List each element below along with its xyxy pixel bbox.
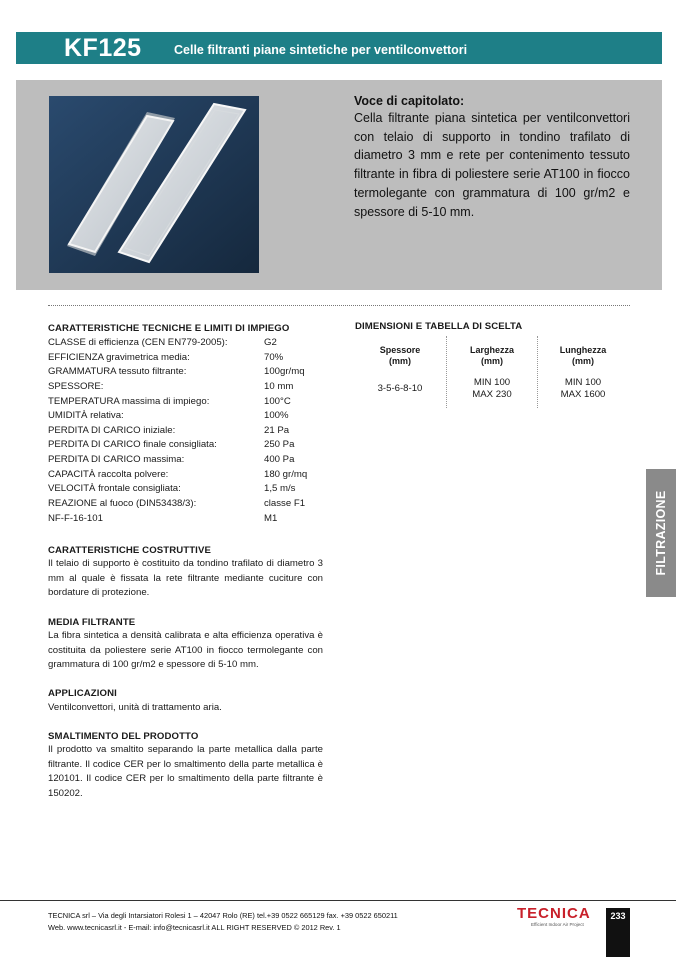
footer-contacts: Web. www.tecnicasrl.it - E-mail: info@tecnicasrl.it ALL RIGHT RESERVED © 2012 Rev. 1 [48,923,341,932]
table-column [446,336,537,408]
table-cell [538,377,628,401]
spec-label: REAZIONE al fuoco (DIN53438/3): [48,498,197,510]
spec-row [48,352,328,367]
column-header [447,345,537,367]
spec-row [48,454,328,469]
spec-value: 1,5 m/s [264,483,296,495]
media-heading: MEDIA FILTRANTE [48,617,136,628]
spec-label: UMIDITÀ relativa: [48,410,124,422]
spec-value: 250 Pa [264,439,295,451]
product-photo [49,96,259,273]
spec-value: 100°C [264,395,291,407]
table-column [537,336,628,408]
spec-value: 21 Pa [264,424,290,436]
logo-wordmark: TECNICA [517,905,591,922]
page-number-box [606,908,630,957]
column-unit: (mm) [572,356,594,366]
cell-line: 3-5-6-8-10 [377,383,423,394]
spec-clause-title: Voce di capitolato: [354,94,465,108]
footer-address: TECNICA srl – Via degli Intarsiatori Rolesi 1 – 42047 Rolo (RE) tel.+39 0522 665129 fax. +39 0522 650211 [48,911,398,920]
spec-row [48,513,328,528]
construction-text: Il telaio di supporto è costituito da tondino trafilato di diametro 3 mm al quale è fissata la rete filtrante mediante cuciture con bordature di protezione. [48,558,323,599]
spec-label: PERDITA DI CARICO massima: [48,454,185,466]
header-bar [16,32,662,64]
spec-row [48,396,328,411]
spec-clause-text: Cella filtrante piana sintetica per ventilconvettori con telaio di supporto in tondino trafilato di diametro 3 mm e rete per contenimento tessuto filtrante in fibra di poliestere serie AT100 in fiocco termolegante con grammatura di 100 gr/m2 e spessore di 5-10 mm. [354,111,630,219]
table-cell [355,383,445,395]
spec-row [48,469,328,484]
spec-value: G2 [264,337,277,348]
spec-value: 100gr/mq [264,366,305,378]
applications-heading: APPLICAZIONI [48,688,117,699]
disposal-heading: SMALTIMENTO DEL PRODOTTO [48,731,199,742]
spec-label: SPESSORE: [48,380,104,392]
spec-row [48,425,328,440]
cell-line: MIN 100 [564,377,602,388]
spec-value: 70% [264,351,284,363]
spec-label: NF-F-16-101 [48,512,103,524]
column-header [355,345,445,367]
spec-row [48,439,328,454]
column-name: Larghezza [469,345,514,355]
filter-cells-illustration [49,96,259,273]
disposal-text: Il prodotto va smaltito separando la parte metallica dalla parte filtrante. Il codice CER per lo smaltimento della parte metallica è 120101. Il codice CER per lo smaltimento della parte filtrante è 150202. [48,744,323,799]
footer-divider [0,900,676,901]
cell-line: MAX 230 [472,389,512,400]
spec-row [48,337,328,352]
specs-heading: CARATTERISTICHE TECNICHE E LIMITI DI IMPIEGO [48,323,290,334]
spec-value: 400 Pa [264,454,295,466]
column-header [538,345,628,367]
category-side-tab [646,469,676,597]
spec-value: classe F1 [264,498,306,510]
column-name: Lunghezza [559,345,607,355]
spec-label: GRAMMATURA tessuto filtrante: [48,366,187,378]
spec-label: TEMPERATURA massima di impiego: [48,395,210,407]
product-title: Celle filtranti piane sintetiche per ventilconvettori [174,43,468,57]
column-unit: (mm) [389,356,411,366]
spec-row [48,366,328,381]
spec-value: 180 gr/mq [264,468,308,480]
category-label: FILTRAZIONE [654,490,668,576]
spec-label: PERDITA DI CARICO finale consigliata: [48,439,217,451]
specs-list [48,337,328,527]
spec-value: 10 mm [264,380,294,392]
cell-line: MIN 100 [473,377,511,388]
page-number: 233 [610,911,626,921]
applications-text: Ventilconvettori, unità di trattamento aria. [48,702,222,713]
product-banner [16,80,662,290]
spec-row [48,483,328,498]
spec-value: 100% [264,410,289,422]
dimensions-heading: DIMENSIONI E TABELLA DI SCELTA [355,321,523,332]
spec-value: M1 [264,512,278,524]
spec-label: PERDITA DI CARICO iniziale: [48,424,176,436]
spec-label: CAPACITÀ raccolta polvere: [48,468,169,480]
product-code: KF125 [64,34,142,62]
spec-label: CLASSE di efficienza (CEN EN779-2005): [48,337,228,348]
spec-label: EFFICIENZA gravimetrica media: [48,351,190,363]
table-cell [447,377,537,401]
spec-label: VELOCITÀ frontale consigliata: [48,483,181,495]
spec-row [48,410,328,425]
media-text: La fibra sintetica a densità calibrata e alta efficienza operativa è costituita da poliestere serie AT100 in fiocco termolegante con grammatura di 100 gr/m2 e spessore di 5-10 mm. [48,630,323,671]
construction-heading: CARATTERISTICHE COSTRUTTIVE [48,545,211,556]
table-column [355,336,445,408]
spec-row [48,498,328,513]
tecnica-logo [517,906,599,932]
column-unit: (mm) [481,356,503,366]
spec-row [48,381,328,396]
column-name: Spessore [379,345,421,355]
cell-line: MAX 1600 [560,389,606,400]
logo-tagline: Efficient Indoor Air Project [531,922,584,927]
section-divider [48,305,630,306]
